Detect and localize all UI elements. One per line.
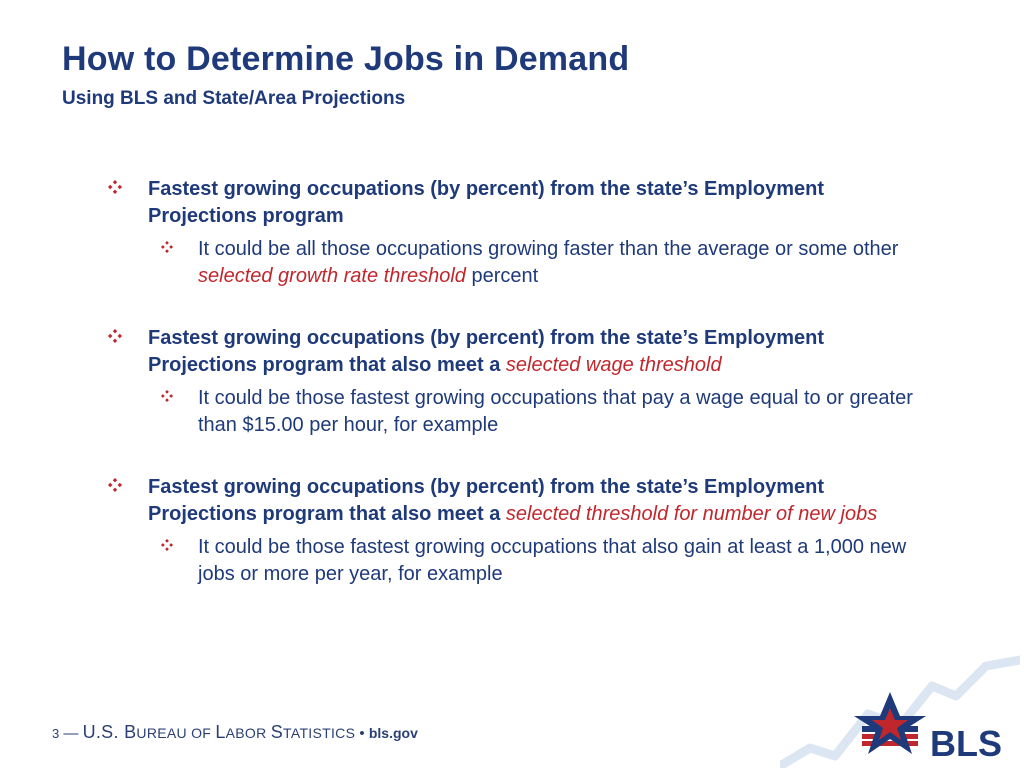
agency-name: U.S. BUREAU OF LABOR STATISTICS <box>82 722 356 742</box>
bullet-item <box>108 176 928 290</box>
bullet-text <box>148 325 928 379</box>
page-number: 3 <box>52 726 60 741</box>
bullet-list <box>108 176 928 588</box>
bullet-bold: Fastest growing occupations (by percent) from the state’s Employment Projections program that also meet a <box>148 327 825 376</box>
footer-separator: • <box>359 725 365 742</box>
page-subtitle: Using BLS and State/Area Projections <box>62 88 406 109</box>
page-title: How to Determine Jobs in Demand <box>62 40 630 78</box>
sub-text-after: percent <box>465 265 539 287</box>
sub-bullet-item <box>148 534 928 588</box>
sub-bullet-item <box>148 236 928 290</box>
diamond-bullet-icon <box>161 539 173 551</box>
bls-logo <box>780 648 1020 768</box>
diamond-bullet-icon <box>108 478 122 492</box>
sub-bullet-text <box>198 236 928 290</box>
footer-dash: — <box>63 725 79 742</box>
sub-bullet-item <box>148 385 928 439</box>
sub-text-before: It could be those fastest growing occupations that pay a wage equal to or greater than $15.00 per hour, for example <box>198 387 913 436</box>
bullet-text <box>148 474 928 528</box>
sub-text-before: It could be all those occupations growing faster than the average or some other <box>198 238 899 260</box>
diamond-bullet-icon <box>108 329 122 343</box>
bullet-emphasis: selected wage threshold <box>505 354 722 376</box>
footer <box>52 722 418 743</box>
diamond-bullet-icon <box>161 390 173 402</box>
logo-text: BLS <box>930 723 1002 764</box>
sub-bullet-text <box>198 534 928 588</box>
diamond-bullet-icon <box>161 241 173 253</box>
bullet-text <box>148 176 928 230</box>
bullet-emphasis: selected threshold for number of new jobs <box>505 503 878 525</box>
bullet-bold: Fastest growing occupations (by percent) from the state’s Employment Projections program that also meet a <box>148 476 825 525</box>
bullet-bold: Fastest growing occupations (by percent) from the state’s Employment Projections program <box>148 178 825 227</box>
site-link[interactable]: bls.gov <box>368 725 418 741</box>
sub-bullet-text <box>198 385 928 439</box>
diamond-bullet-icon <box>108 180 122 194</box>
sub-text-before: It could be those fastest growing occupations that also gain at least a 1,000 new jobs or more per year, for example <box>198 536 907 585</box>
bullet-item <box>108 474 928 588</box>
bullet-item <box>108 325 928 439</box>
sub-text-emphasis: selected growth rate threshold <box>198 265 466 287</box>
